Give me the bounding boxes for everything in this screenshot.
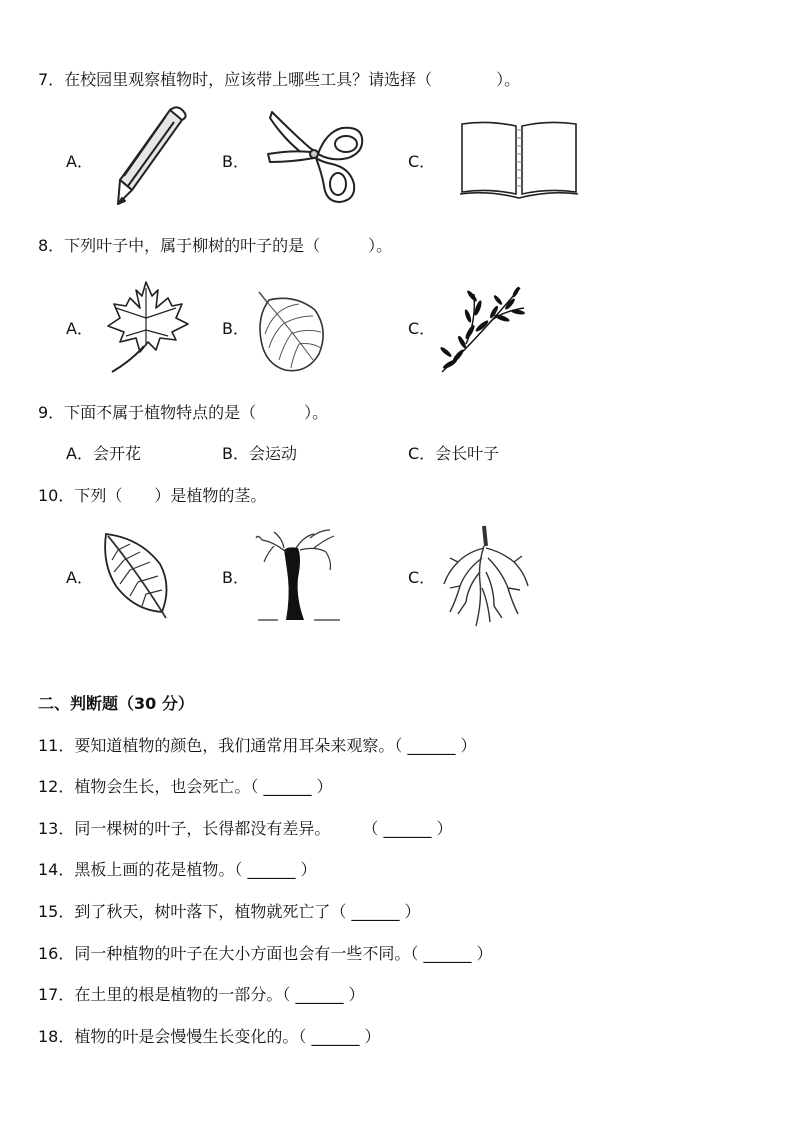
question-18: 18．植物的叶是会慢慢生长变化的。（ ______ ）	[38, 1027, 381, 1046]
q7-option-b[interactable]: B．	[222, 152, 249, 171]
q7-option-a[interactable]: A．	[66, 152, 93, 171]
q10-option-a[interactable]: A．	[66, 568, 93, 587]
leaf-icon	[100, 530, 172, 622]
question-9: 9．下面不属于植物特点的是（ ）。	[38, 403, 329, 422]
roots-icon	[438, 522, 532, 630]
question-12: 12．植物会生长，也会死亡。（ ______ ）	[38, 777, 333, 796]
question-16: 16．同一种植物的叶子在大小方面也会有一些不同。（ ______ ）	[38, 944, 493, 963]
question-17: 17．在土里的根是植物的一部分。（ ______ ）	[38, 985, 365, 1004]
scissors-icon	[266, 108, 366, 206]
question-14: 14．黑板上画的花是植物。（ ______ ）	[38, 860, 317, 879]
question-11: 11．要知道植物的颜色，我们通常用耳朵来观察。（ ______ ）	[38, 736, 477, 755]
q9-option-a[interactable]: A．会开花	[66, 444, 141, 463]
q8-option-c[interactable]: C．	[408, 319, 436, 338]
maple-leaf-icon	[98, 278, 196, 376]
section-2-title: 二、判断题（30 分）	[38, 694, 194, 713]
pencil-icon	[108, 104, 192, 208]
q9-option-b[interactable]: B．会运动	[222, 444, 297, 463]
q8-option-a[interactable]: A．	[66, 319, 93, 338]
q10-option-b[interactable]: B．	[222, 568, 249, 587]
willow-branch-icon	[436, 282, 528, 378]
question-7: 7．在校园里观察植物时，应该带上哪些工具？请选择（ ）。	[38, 70, 521, 89]
q7-option-c[interactable]: C．	[408, 152, 436, 171]
notebook-icon	[458, 118, 580, 200]
q9-option-c[interactable]: C．会长叶子	[408, 444, 500, 463]
q8-option-b[interactable]: B．	[222, 319, 249, 338]
tree-trunk-icon	[254, 528, 344, 624]
round-leaf-icon	[255, 290, 329, 376]
question-15: 15．到了秋天，树叶落下，植物就死亡了（ ______ ）	[38, 902, 421, 921]
q10-option-c[interactable]: C．	[408, 568, 436, 587]
question-8: 8．下列叶子中，属于柳树的叶子的是（ ）。	[38, 236, 393, 255]
question-10: 10．下列（ ）是植物的茎。	[38, 486, 267, 505]
question-13: 13．同一棵树的叶子，长得都没有差异。 （ ______ ）	[38, 819, 453, 838]
